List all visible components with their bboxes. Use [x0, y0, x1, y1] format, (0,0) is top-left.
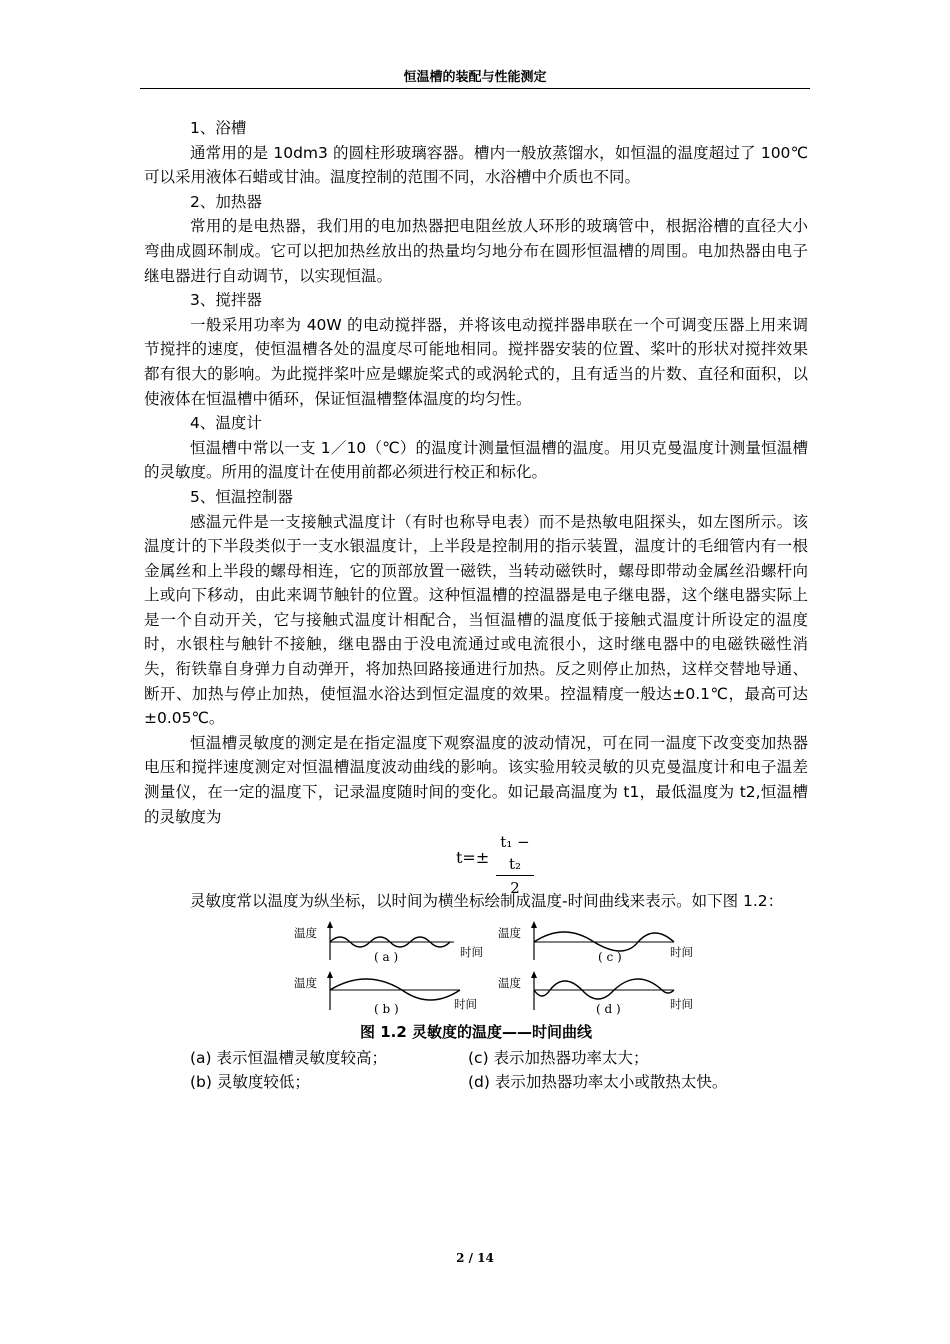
plot-a-y-arrow: [327, 921, 333, 928]
plot-a-tag: ( a ): [374, 949, 399, 964]
plot-c-y-arrow: [531, 921, 537, 928]
figure-notes: [144, 1046, 808, 1094]
figure-intro-paragraph: 灵敏度常以温度为纵坐标，以时间为横坐标绘制成温度-时间曲线来表示。如下图 1.2：: [190, 892, 784, 911]
plot-c-ylabel: 温度: [498, 925, 521, 940]
plot-c-xlabel: 时间: [670, 944, 693, 959]
section-5-heading: 5、恒温控制器: [190, 487, 293, 506]
plot-d-curve: [534, 979, 674, 999]
plot-b-y-arrow: [327, 971, 333, 978]
formula-lhs: t=±: [456, 848, 490, 868]
note-c: (c) 表示加热器功率太大；: [468, 1048, 649, 1067]
section-4-heading: 4、温度计: [190, 414, 262, 433]
plot-d-tag: ( d ): [596, 1001, 621, 1016]
section-3-body: 一般采用功率为 40W 的电动搅拌器，并将该电动搅拌器串联在一个可调变压器上用来调节搅拌的速度，使恒温槽各处的温度尽可能地相同。搅拌器安装的位置、桨叶的形状对搅拌效果都有很大的影响。为此搅拌桨叶应是螺旋桨式的或涡轮式的，且有适当的片数、直径和面积，以使液体在恒温槽中循环，保证恒温槽整体温度的均匀性。: [144, 315, 808, 408]
plot-a: [294, 920, 504, 964]
plot-b-tag: ( b ): [374, 1001, 399, 1016]
plot-d-ylabel: 温度: [498, 975, 521, 990]
formula-numerator: t₁ − t₂: [496, 831, 534, 876]
plot-c: [498, 920, 708, 964]
note-a: (a) 表示恒温槽灵敏度较高；: [190, 1048, 388, 1067]
page-number: 2 / 14: [456, 1251, 494, 1265]
section-2-body: 常用的是电热器，我们用的电加热器把电阻丝放人环形的玻璃管中，根据浴槽的直径大小弯曲成圆环制成。它可以把加热丝放出的热量均匀地分布在圆形恒温槽的周围。电加热器由电子继电器进行自动调节，以实现恒温。: [144, 217, 808, 285]
plot-d-xlabel: 时间: [670, 996, 693, 1011]
formula-fraction: [496, 831, 534, 900]
section-5-body: 感温元件是一支接触式温度计（有时也称导电表）而不是热敏电阻探头，如左图所示。该温度计的下半段类似于一支水银温度计，上半段是控制用的指示装置，温度计的毛细管内有一根金属丝和上半段的螺母相连，它的顶部放置一磁铁，当转动磁铁时，螺母即带动金属丝沿螺杆向上或向下移动，由此来调节触针的位置。这种恒温槽的控温器是电子继电器，这个继电器实际上是一个自动开关，它与接触式温度计相配合，当恒温槽的温度低于接触式温度计所设定的温度时，水银柱与触针不接触，继电器由于没电流通过或电流很小，这时继电器中的电磁铁磁性消失，衔铁靠自身弹力自动弹开，将加热回路接通进行加热。反之则停止加热，这样交替地导通、断开、加热与停止加热，使恒温水浴达到恒定温度的效果。控温精度一般达±0.1℃，最高可达±0.05℃。: [144, 512, 808, 728]
note-d: (d) 表示加热器功率太小或散热太快。: [468, 1072, 728, 1091]
header-rule: [140, 88, 810, 89]
section-2-heading: 2、加热器: [190, 192, 262, 211]
figure-1-2: [144, 920, 808, 1016]
section-4-body: 恒温槽中常以一支 1／10（℃）的温度计测量恒温槽的温度。用贝克曼温度计测量恒温槽的灵敏度。所用的温度计在使用前都必须进行校正和标化。: [144, 438, 808, 482]
note-b: (b) 灵敏度较低；: [190, 1072, 310, 1091]
document-body: [144, 116, 808, 1094]
figure-caption: 图 1.2 灵敏度的温度——时间曲线: [359, 1022, 593, 1041]
plot-a-ylabel: 温度: [294, 925, 317, 940]
sensitivity-formula: [144, 829, 808, 898]
section-1-body: 通常用的是 10dm3 的圆柱形玻璃容器。槽内一般放蒸馏水，如恒温的温度超过了 100℃可以采用液体石蜡或甘油。温度控制的范围不同，水浴槽中介质也不同。: [144, 143, 808, 187]
plot-c-tag: ( c ): [598, 949, 622, 964]
plot-b-ylabel: 温度: [294, 975, 317, 990]
plot-a-xlabel: 时间: [460, 944, 483, 959]
plot-d-y-arrow: [531, 971, 537, 978]
plot-d: [498, 970, 708, 1014]
sensitivity-paragraph: 恒温槽灵敏度的测定是在指定温度下观察温度的波动情况，可在同一温度下改变变加热器电压和搅拌速度测定对恒温槽温度波动曲线的影响。该实验用较灵敏的贝克曼温度计和电子温差测量仪，在一定的温度下，记录温度随时间的变化。如记最高温度为 t1，最低温度为 t2,恒温槽的灵敏度为: [144, 733, 808, 826]
page-header-title: 恒温槽的装配与性能测定: [403, 70, 547, 85]
plot-b: [294, 970, 504, 1014]
plot-b-xlabel: 时间: [454, 996, 477, 1011]
section-1-heading: 1、浴槽: [190, 119, 247, 137]
formula-denominator: 2: [510, 879, 520, 898]
section-3-heading: 3、搅拌器: [190, 291, 262, 310]
